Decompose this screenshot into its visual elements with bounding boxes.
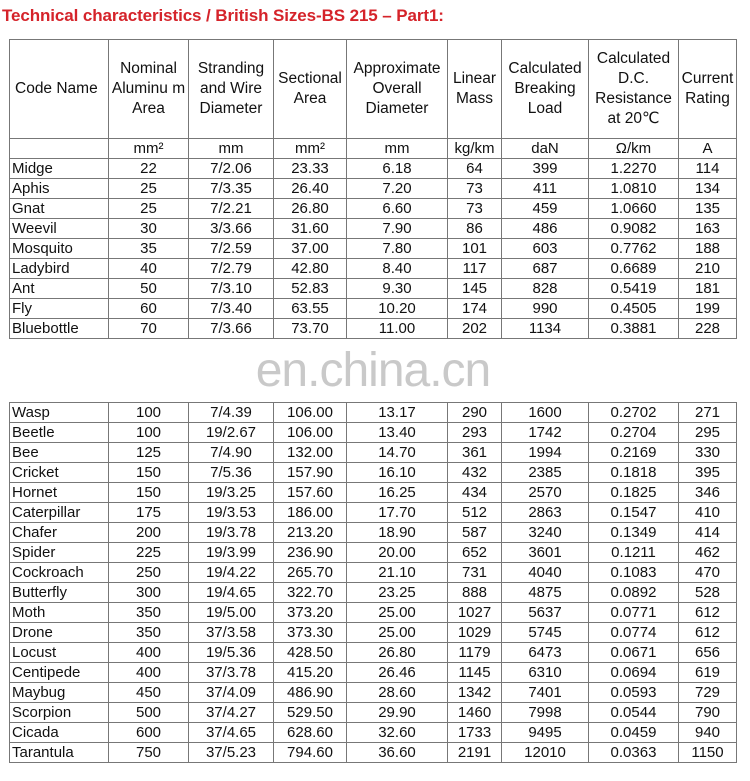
code-name-cell: Bluebottle — [10, 319, 109, 339]
table-cell: 729 — [679, 683, 737, 703]
table-cell: 450 — [109, 683, 189, 703]
header-current-rating: Current Rating — [679, 40, 737, 139]
table-cell: 7/2.59 — [189, 239, 274, 259]
code-name-cell: Scorpion — [10, 703, 109, 723]
table-cell: 1600 — [502, 403, 589, 423]
table-cell: 19/3.99 — [189, 543, 274, 563]
table-cell: 0.0774 — [589, 623, 679, 643]
header-breaking-load: Calculated Breaking Load — [502, 40, 589, 139]
table-cell: 19/4.22 — [189, 563, 274, 583]
table-cell: 7/2.21 — [189, 199, 274, 219]
table-cell: 399 — [502, 159, 589, 179]
code-name-cell: Spider — [10, 543, 109, 563]
table-cell: 134 — [679, 179, 737, 199]
table-row — [10, 239, 737, 259]
table-cell: 500 — [109, 703, 189, 723]
table-cell: 361 — [448, 443, 502, 463]
code-name-cell: Cockroach — [10, 563, 109, 583]
table-cell: 37/5.23 — [189, 743, 274, 763]
table-cell: 400 — [109, 663, 189, 683]
table-cell: 7/4.39 — [189, 403, 274, 423]
table-row — [10, 279, 737, 299]
table-cell: 3/3.66 — [189, 219, 274, 239]
table-cell: 0.0694 — [589, 663, 679, 683]
table-row — [10, 423, 737, 443]
table-cell: 1145 — [448, 663, 502, 683]
table-cell: 940 — [679, 723, 737, 743]
table-cell: 350 — [109, 603, 189, 623]
table-cell: 486 — [502, 219, 589, 239]
table-cell: 19/5.00 — [189, 603, 274, 623]
table-row — [10, 259, 737, 279]
table-cell: 2385 — [502, 463, 589, 483]
table-cell: 4875 — [502, 583, 589, 603]
table-cell: 1460 — [448, 703, 502, 723]
table-cell: 37.00 — [274, 239, 347, 259]
table-cell: 3601 — [502, 543, 589, 563]
table-cell: 18.90 — [347, 523, 448, 543]
table-cell: 603 — [502, 239, 589, 259]
table-cell: 37/3.78 — [189, 663, 274, 683]
header-code-name: Code Name — [10, 40, 109, 139]
table-cell: 271 — [679, 403, 737, 423]
table-cell: 13.40 — [347, 423, 448, 443]
table-cell: 11.00 — [347, 319, 448, 339]
table-cell: 125 — [109, 443, 189, 463]
units-row — [10, 139, 737, 159]
unit-cell — [10, 139, 109, 159]
table-cell: 428.50 — [274, 643, 347, 663]
unit-cell: mm — [347, 139, 448, 159]
code-name-cell: Aphis — [10, 179, 109, 199]
table-cell: 101 — [448, 239, 502, 259]
table-cell: 6473 — [502, 643, 589, 663]
table-cell: 462 — [679, 543, 737, 563]
table-cell: 25 — [109, 179, 189, 199]
table-cell: 37/4.27 — [189, 703, 274, 723]
unit-cell: A — [679, 139, 737, 159]
table-cell: 200 — [109, 523, 189, 543]
header-nominal-area: Nominal Aluminu m Area — [109, 40, 189, 139]
table-row — [10, 663, 737, 683]
table-cell: 395 — [679, 463, 737, 483]
table-cell: 63.55 — [274, 299, 347, 319]
table-cell: 434 — [448, 483, 502, 503]
table-cell: 150 — [109, 483, 189, 503]
code-name-cell: Centipede — [10, 663, 109, 683]
table-cell: 106.00 — [274, 423, 347, 443]
table-cell: 40 — [109, 259, 189, 279]
code-name-cell: Locust — [10, 643, 109, 663]
table-row — [10, 583, 737, 603]
table-row — [10, 179, 737, 199]
table-cell: 25.00 — [347, 623, 448, 643]
table-cell: 21.10 — [347, 563, 448, 583]
table-cell: 373.30 — [274, 623, 347, 643]
table-cell: 3240 — [502, 523, 589, 543]
table-cell: 36.60 — [347, 743, 448, 763]
table-cell: 157.60 — [274, 483, 347, 503]
page-title: Technical characteristics / British Sizes-BS 215 – Part1: — [2, 6, 444, 25]
table-cell: 70 — [109, 319, 189, 339]
table-row — [10, 603, 737, 623]
table-cell: 0.0593 — [589, 683, 679, 703]
table-cell: 990 — [502, 299, 589, 319]
table-cell: 1733 — [448, 723, 502, 743]
table-cell: 16.10 — [347, 463, 448, 483]
table-cell: 652 — [448, 543, 502, 563]
table-cell: 199 — [679, 299, 737, 319]
table-cell: 0.0892 — [589, 583, 679, 603]
table-cell: 1994 — [502, 443, 589, 463]
table-cell: 13.17 — [347, 403, 448, 423]
table-cell: 12010 — [502, 743, 589, 763]
table-cell: 731 — [448, 563, 502, 583]
table-row — [10, 319, 737, 339]
table-cell: 26.40 — [274, 179, 347, 199]
header-row — [10, 40, 737, 139]
table-cell: 106.00 — [274, 403, 347, 423]
table-cell: 28.60 — [347, 683, 448, 703]
code-name-cell: Maybug — [10, 683, 109, 703]
table-cell: 7/3.40 — [189, 299, 274, 319]
table-cell: 7401 — [502, 683, 589, 703]
table-cell: 16.25 — [347, 483, 448, 503]
table-cell: 117 — [448, 259, 502, 279]
unit-cell: daN — [502, 139, 589, 159]
table-cell: 31.60 — [274, 219, 347, 239]
table-cell: 73 — [448, 179, 502, 199]
table-cell: 52.83 — [274, 279, 347, 299]
table-row — [10, 503, 737, 523]
table-cell: 612 — [679, 623, 737, 643]
unit-cell: Ω/km — [589, 139, 679, 159]
table-cell: 2570 — [502, 483, 589, 503]
table-row — [10, 683, 737, 703]
table-cell: 9.30 — [347, 279, 448, 299]
table-cell: 22 — [109, 159, 189, 179]
table-cell: 20.00 — [347, 543, 448, 563]
table-cell: 888 — [448, 583, 502, 603]
table-row — [10, 543, 737, 563]
unit-cell: mm² — [274, 139, 347, 159]
table-cell: 30 — [109, 219, 189, 239]
table-cell: 19/3.25 — [189, 483, 274, 503]
code-name-cell: Beetle — [10, 423, 109, 443]
table-cell: 6310 — [502, 663, 589, 683]
header-sectional-area: Sectional Area — [274, 40, 347, 139]
unit-cell: kg/km — [448, 139, 502, 159]
table-cell: 0.0544 — [589, 703, 679, 723]
table-cell: 100 — [109, 423, 189, 443]
table-cell: 790 — [679, 703, 737, 723]
table-cell: 0.1083 — [589, 563, 679, 583]
table-cell: 2191 — [448, 743, 502, 763]
table-cell: 225 — [109, 543, 189, 563]
table-body-part-b — [10, 403, 737, 763]
table-cell: 19/5.36 — [189, 643, 274, 663]
table-cell: 300 — [109, 583, 189, 603]
table-cell: 150 — [109, 463, 189, 483]
code-name-cell: Ant — [10, 279, 109, 299]
table-row — [10, 443, 737, 463]
table-cell: 295 — [679, 423, 737, 443]
code-name-cell: Butterfly — [10, 583, 109, 603]
table-cell: 0.1818 — [589, 463, 679, 483]
code-name-cell: Moth — [10, 603, 109, 623]
table-cell: 0.1349 — [589, 523, 679, 543]
table-cell: 2863 — [502, 503, 589, 523]
table-cell: 10.20 — [347, 299, 448, 319]
table-cell: 529.50 — [274, 703, 347, 723]
table-cell: 628.60 — [274, 723, 347, 743]
table-cell: 7998 — [502, 703, 589, 723]
table-cell: 528 — [679, 583, 737, 603]
table-cell: 114 — [679, 159, 737, 179]
table-body-part-a — [10, 159, 737, 339]
code-name-cell: Ladybird — [10, 259, 109, 279]
code-name-cell: Chafer — [10, 523, 109, 543]
table-cell: 19/2.67 — [189, 423, 274, 443]
watermark-cell — [10, 339, 737, 403]
table-cell: 1027 — [448, 603, 502, 623]
table-cell: 9495 — [502, 723, 589, 743]
table-cell: 14.70 — [347, 443, 448, 463]
table-cell: 7.20 — [347, 179, 448, 199]
table-cell: 42.80 — [274, 259, 347, 279]
table-cell: 0.1825 — [589, 483, 679, 503]
header-stranding: Stranding and Wire Diameter — [189, 40, 274, 139]
table-cell: 236.90 — [274, 543, 347, 563]
table-cell: 687 — [502, 259, 589, 279]
table-cell: 414 — [679, 523, 737, 543]
table-row — [10, 723, 737, 743]
table-cell: 293 — [448, 423, 502, 443]
table-cell: 25 — [109, 199, 189, 219]
table-cell: 7/2.79 — [189, 259, 274, 279]
table-row — [10, 703, 737, 723]
table-cell: 0.0771 — [589, 603, 679, 623]
table-cell: 432 — [448, 463, 502, 483]
table-cell: 37/4.65 — [189, 723, 274, 743]
table-cell: 612 — [679, 603, 737, 623]
table-cell: 0.1547 — [589, 503, 679, 523]
table-cell: 750 — [109, 743, 189, 763]
table-cell: 1.2270 — [589, 159, 679, 179]
code-name-cell: Weevil — [10, 219, 109, 239]
table-row — [10, 159, 737, 179]
table-cell: 6.18 — [347, 159, 448, 179]
code-name-cell: Wasp — [10, 403, 109, 423]
table-cell: 145 — [448, 279, 502, 299]
table-cell: 5637 — [502, 603, 589, 623]
table-cell: 19/3.53 — [189, 503, 274, 523]
table-cell: 29.90 — [347, 703, 448, 723]
table-cell: 0.1211 — [589, 543, 679, 563]
table-cell: 157.90 — [274, 463, 347, 483]
table-cell: 37/4.09 — [189, 683, 274, 703]
table-cell: 1179 — [448, 643, 502, 663]
table-cell: 1150 — [679, 743, 737, 763]
table-cell: 400 — [109, 643, 189, 663]
table-row — [10, 643, 737, 663]
table-cell: 410 — [679, 503, 737, 523]
table-cell: 181 — [679, 279, 737, 299]
table-cell: 210 — [679, 259, 737, 279]
table-cell: 0.2702 — [589, 403, 679, 423]
table-cell: 346 — [679, 483, 737, 503]
table-cell: 1342 — [448, 683, 502, 703]
table-cell: 794.60 — [274, 743, 347, 763]
table-cell: 135 — [679, 199, 737, 219]
table-cell: 0.9082 — [589, 219, 679, 239]
table-cell: 100 — [109, 403, 189, 423]
table-cell: 415.20 — [274, 663, 347, 683]
table-cell: 0.0671 — [589, 643, 679, 663]
header-dc-resistance: Calculated D.C. Resistance at 20℃ — [589, 40, 679, 139]
code-name-cell: Caterpillar — [10, 503, 109, 523]
table-cell: 213.20 — [274, 523, 347, 543]
table-cell: 470 — [679, 563, 737, 583]
table-cell: 37/3.58 — [189, 623, 274, 643]
table-cell: 7.90 — [347, 219, 448, 239]
table-cell: 26.80 — [347, 643, 448, 663]
table-cell: 186.00 — [274, 503, 347, 523]
watermark-gap — [10, 339, 737, 403]
table-row — [10, 403, 737, 423]
table-cell: 0.6689 — [589, 259, 679, 279]
table-cell: 132.00 — [274, 443, 347, 463]
watermark-row — [10, 339, 737, 403]
table-cell: 5745 — [502, 623, 589, 643]
code-name-cell: Hornet — [10, 483, 109, 503]
unit-cell: mm² — [109, 139, 189, 159]
table-cell: 32.60 — [347, 723, 448, 743]
table-row — [10, 463, 737, 483]
table-cell: 23.33 — [274, 159, 347, 179]
table-cell: 0.0363 — [589, 743, 679, 763]
table-cell: 50 — [109, 279, 189, 299]
table-cell: 828 — [502, 279, 589, 299]
table-cell: 486.90 — [274, 683, 347, 703]
table-cell: 7/2.06 — [189, 159, 274, 179]
table-cell: 86 — [448, 219, 502, 239]
table-cell: 322.70 — [274, 583, 347, 603]
table-cell: 175 — [109, 503, 189, 523]
table-row — [10, 483, 737, 503]
table-cell: 1029 — [448, 623, 502, 643]
table-cell: 1.0810 — [589, 179, 679, 199]
code-name-cell: Tarantula — [10, 743, 109, 763]
table-cell: 188 — [679, 239, 737, 259]
table-cell: 26.80 — [274, 199, 347, 219]
table-cell: 330 — [679, 443, 737, 463]
table-cell: 1742 — [502, 423, 589, 443]
table-cell: 265.70 — [274, 563, 347, 583]
code-name-cell: Fly — [10, 299, 109, 319]
table-row — [10, 299, 737, 319]
table-cell: 250 — [109, 563, 189, 583]
table-cell: 19/4.65 — [189, 583, 274, 603]
table-cell: 0.5419 — [589, 279, 679, 299]
table-cell: 4040 — [502, 563, 589, 583]
code-name-cell: Cricket — [10, 463, 109, 483]
code-name-cell: Mosquito — [10, 239, 109, 259]
table-cell: 35 — [109, 239, 189, 259]
table-cell: 1134 — [502, 319, 589, 339]
table-cell: 73 — [448, 199, 502, 219]
table-cell: 512 — [448, 503, 502, 523]
table-cell: 7/3.10 — [189, 279, 274, 299]
code-name-cell: Gnat — [10, 199, 109, 219]
table-cell: 600 — [109, 723, 189, 743]
table-cell: 174 — [448, 299, 502, 319]
table-cell: 350 — [109, 623, 189, 643]
table-row — [10, 523, 737, 543]
table-cell: 26.46 — [347, 663, 448, 683]
table-cell: 73.70 — [274, 319, 347, 339]
code-name-cell: Bee — [10, 443, 109, 463]
table-cell: 7/3.35 — [189, 179, 274, 199]
table-row — [10, 743, 737, 763]
table-cell: 64 — [448, 159, 502, 179]
table-cell: 25.00 — [347, 603, 448, 623]
watermark: en.china.cn — [255, 344, 491, 397]
table-cell: 587 — [448, 523, 502, 543]
characteristics-table-container — [9, 39, 736, 763]
table-cell: 6.60 — [347, 199, 448, 219]
header-overall-diameter: Approximate Overall Diameter — [347, 40, 448, 139]
table-cell: 0.7762 — [589, 239, 679, 259]
code-name-cell: Drone — [10, 623, 109, 643]
table-cell: 0.0459 — [589, 723, 679, 743]
table-cell: 0.2704 — [589, 423, 679, 443]
header-linear-mass: Linear Mass — [448, 40, 502, 139]
table-cell: 228 — [679, 319, 737, 339]
table-cell: 7.80 — [347, 239, 448, 259]
table-cell: 7/3.66 — [189, 319, 274, 339]
table-cell: 459 — [502, 199, 589, 219]
table-cell: 60 — [109, 299, 189, 319]
table-cell: 7/5.36 — [189, 463, 274, 483]
table-cell: 0.2169 — [589, 443, 679, 463]
table-cell: 163 — [679, 219, 737, 239]
table-cell: 411 — [502, 179, 589, 199]
table-cell: 8.40 — [347, 259, 448, 279]
table-cell: 373.20 — [274, 603, 347, 623]
table-cell: 656 — [679, 643, 737, 663]
table-row — [10, 623, 737, 643]
table-cell: 1.0660 — [589, 199, 679, 219]
table-row — [10, 219, 737, 239]
table-row — [10, 199, 737, 219]
unit-cell: mm — [189, 139, 274, 159]
code-name-cell: Cicada — [10, 723, 109, 743]
table-cell: 0.4505 — [589, 299, 679, 319]
table-row — [10, 563, 737, 583]
table-cell: 19/3.78 — [189, 523, 274, 543]
table-cell: 619 — [679, 663, 737, 683]
table-cell: 290 — [448, 403, 502, 423]
table-cell: 0.3881 — [589, 319, 679, 339]
code-name-cell: Midge — [10, 159, 109, 179]
table-cell: 23.25 — [347, 583, 448, 603]
characteristics-table — [9, 39, 737, 763]
table-cell: 202 — [448, 319, 502, 339]
table-cell: 17.70 — [347, 503, 448, 523]
table-cell: 7/4.90 — [189, 443, 274, 463]
